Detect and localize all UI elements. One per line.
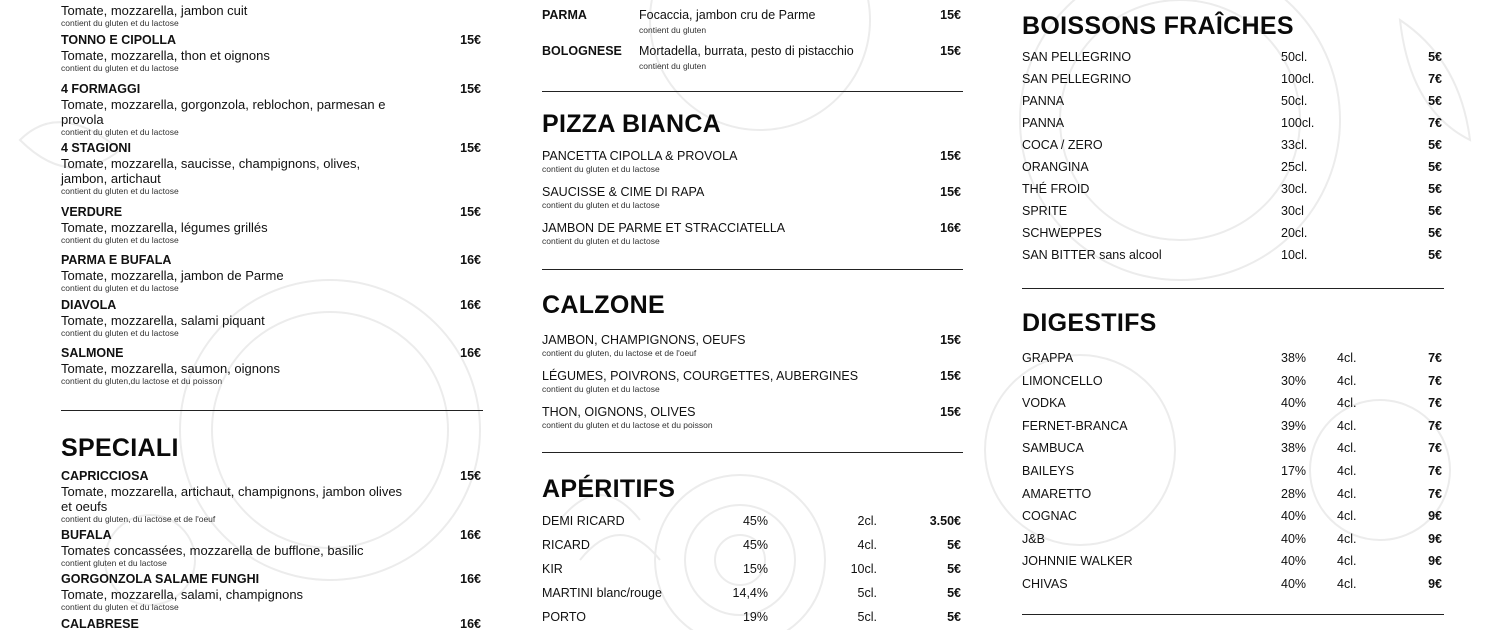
item-price: 15€ bbox=[940, 333, 961, 347]
drink-name: PORTO bbox=[542, 610, 586, 624]
drink-name: PANNA bbox=[1022, 116, 1065, 130]
drink-price: 5€ bbox=[1428, 50, 1442, 64]
drink-name: BAILEYS bbox=[1022, 463, 1075, 478]
drink-volume: 100cl. bbox=[1281, 72, 1315, 86]
drink-name: SAN PELLEGRINO bbox=[1022, 72, 1132, 86]
pizza-allergens: contient du gluten et du lactose bbox=[61, 283, 179, 293]
item-allergens: contient du gluten, du lactose et de l'oeuf bbox=[542, 348, 697, 358]
item-allergens: contient du gluten bbox=[639, 61, 707, 71]
item-price: 15€ bbox=[940, 185, 961, 199]
pizza-price: 15€ bbox=[460, 82, 481, 96]
drink-volume: 4cl. bbox=[1337, 576, 1357, 591]
drink-volume: 5cl. bbox=[857, 586, 877, 600]
pizza-item bbox=[61, 298, 483, 338]
boisson-row bbox=[1022, 160, 1444, 182]
section-divider bbox=[1022, 614, 1444, 615]
pizza-item bbox=[61, 82, 483, 137]
drink-name: ORANGINA bbox=[1022, 160, 1089, 174]
drink-name: LIMONCELLO bbox=[1022, 373, 1103, 388]
drink-abv: 28% bbox=[1281, 486, 1307, 501]
pizza-description: Tomate, mozzarella, salami, champignons bbox=[61, 587, 304, 602]
boisson-row bbox=[1022, 50, 1444, 72]
speciali-item bbox=[61, 572, 483, 612]
drink-abv: 45% bbox=[742, 514, 768, 528]
drink-volume: 25cl. bbox=[1281, 160, 1308, 174]
item-description: Mortadella, burrata, pesto di pistacchio bbox=[639, 44, 854, 58]
digestif-row bbox=[1022, 554, 1444, 577]
drink-abv: 40% bbox=[1281, 576, 1307, 591]
drink-name: THÉ FROID bbox=[1022, 182, 1090, 196]
pizza-name: SALMONE bbox=[61, 346, 124, 360]
section-title-speciali: SPECIALI bbox=[61, 434, 179, 462]
pizza-description: Tomate, mozzarella, jambon de Parme bbox=[61, 268, 284, 283]
pizza-item bbox=[61, 33, 483, 73]
pizza-price: 16€ bbox=[460, 572, 481, 586]
digestif-row bbox=[1022, 351, 1444, 374]
drink-name: COCA / ZERO bbox=[1022, 138, 1103, 152]
boisson-row bbox=[1022, 138, 1444, 160]
pizza-name: VERDURE bbox=[61, 205, 123, 219]
pizza-price: 16€ bbox=[460, 346, 481, 360]
drink-name: CHIVAS bbox=[1022, 576, 1068, 591]
pizza-allergens: contient du gluten et du lactose bbox=[61, 127, 179, 137]
drink-name: FERNET-BRANCA bbox=[1022, 418, 1128, 433]
pizza-description: Tomate, mozzarella, thon et oignons bbox=[61, 48, 270, 63]
aperitif-row bbox=[542, 610, 963, 632]
section-divider bbox=[61, 410, 483, 411]
pizza-price: 15€ bbox=[460, 205, 481, 219]
pizza-name: BUFALA bbox=[61, 528, 112, 542]
item-name: PANCETTA CIPOLLA & PROVOLA bbox=[542, 149, 738, 163]
drink-price: 5€ bbox=[947, 610, 961, 624]
boisson-row bbox=[1022, 226, 1444, 248]
pizza-name: CAPRICCIOSA bbox=[61, 469, 149, 483]
pizza-allergens: contient du gluten et du lactose bbox=[61, 602, 179, 612]
drink-name: SAN PELLEGRINO bbox=[1022, 50, 1132, 64]
item-allergens: contient du gluten et du lactose et du poisson bbox=[542, 420, 713, 430]
drink-volume: 2cl. bbox=[857, 514, 877, 528]
digestif-row bbox=[1022, 532, 1444, 555]
pizza-description: Tomate, mozzarella, salami piquant bbox=[61, 313, 265, 328]
item-price: 15€ bbox=[940, 44, 961, 58]
digestif-row bbox=[1022, 374, 1444, 397]
digestif-row bbox=[1022, 441, 1444, 464]
item-price: 15€ bbox=[940, 369, 961, 383]
drink-name: KIR bbox=[542, 562, 563, 576]
drink-price: 5€ bbox=[1428, 138, 1442, 152]
drink-volume: 20cl. bbox=[1281, 226, 1308, 240]
pizza-price: 15€ bbox=[460, 33, 481, 47]
drink-volume: 4cl. bbox=[1337, 441, 1357, 456]
pizza-name: CALABRESE bbox=[61, 617, 139, 631]
pizza-price: 15€ bbox=[460, 141, 481, 155]
drink-price: 5€ bbox=[947, 586, 961, 600]
boisson-row bbox=[1022, 182, 1444, 204]
section-divider bbox=[1022, 288, 1444, 289]
drink-volume: 4cl. bbox=[1337, 554, 1357, 569]
digestif-row bbox=[1022, 396, 1444, 419]
drink-price: 7€ bbox=[1428, 351, 1442, 365]
calzone-item bbox=[542, 369, 963, 394]
drink-price: 5€ bbox=[1428, 248, 1442, 262]
drink-price: 7€ bbox=[1428, 373, 1442, 388]
drink-volume: 30cl bbox=[1281, 204, 1304, 218]
drink-price: 7€ bbox=[1428, 441, 1442, 456]
item-price: 15€ bbox=[940, 149, 961, 163]
drink-volume: 5cl. bbox=[857, 610, 877, 624]
speciali-item bbox=[61, 528, 483, 568]
drink-price: 5€ bbox=[947, 538, 961, 552]
digestif-row bbox=[1022, 464, 1444, 487]
drink-price: 5€ bbox=[947, 562, 961, 576]
pizza-description: Tomate, mozzarella, saumon, oignons bbox=[61, 361, 280, 376]
drink-price: 7€ bbox=[1428, 418, 1442, 433]
drink-abv: 40% bbox=[1281, 554, 1307, 569]
drink-volume: 4cl. bbox=[1337, 509, 1357, 524]
drink-volume: 4cl. bbox=[1337, 351, 1357, 365]
digestif-row bbox=[1022, 509, 1444, 532]
section-divider bbox=[542, 269, 963, 270]
drink-price: 5€ bbox=[1428, 226, 1442, 240]
item-name: SAUCISSE & CIME DI RAPA bbox=[542, 185, 705, 199]
bianca-item bbox=[542, 149, 963, 174]
drink-volume: 4cl. bbox=[1337, 463, 1357, 478]
pizza-name: TONNO E CIPOLLA bbox=[61, 33, 177, 47]
drink-abv: 17% bbox=[1281, 463, 1307, 478]
drink-name: GRAPPA bbox=[1022, 351, 1074, 365]
drink-volume: 30cl. bbox=[1281, 182, 1308, 196]
section-title-aperitifs: APÉRITIFS bbox=[542, 475, 676, 503]
pizza-price: 16€ bbox=[460, 298, 481, 312]
pizza-allergens: contient du gluten et du lactose bbox=[61, 235, 179, 245]
pizza-description: Tomate, mozzarella, artichaut, champignons, jambon olives et oeufs bbox=[61, 484, 403, 514]
item-name: BOLOGNESE bbox=[542, 44, 622, 58]
drink-price: 9€ bbox=[1428, 554, 1442, 569]
pizza-price: 16€ bbox=[460, 617, 481, 631]
digestif-row bbox=[1022, 577, 1444, 600]
drink-abv: 19% bbox=[742, 610, 768, 624]
boisson-row bbox=[1022, 94, 1444, 116]
drink-name: SAMBUCA bbox=[1022, 441, 1084, 456]
calzone-item bbox=[542, 333, 963, 358]
drink-name: SPRITE bbox=[1022, 204, 1068, 218]
speciali-item bbox=[61, 469, 483, 524]
drink-volume: 50cl. bbox=[1281, 50, 1308, 64]
drink-name: J&B bbox=[1022, 531, 1045, 546]
drink-price: 3.50€ bbox=[929, 514, 961, 528]
pizza-description: Tomates concassées, mozzarella de bufflone, basilic bbox=[61, 543, 364, 558]
pizza-item bbox=[61, 141, 483, 196]
bianca-item bbox=[542, 185, 963, 210]
aperitif-row bbox=[542, 538, 963, 560]
drink-abv: 40% bbox=[1281, 531, 1307, 546]
pizza-description: Tomate, mozzarella, saucisse, champignons, olives, jambon, artichaut bbox=[61, 156, 361, 186]
drink-volume: 4cl. bbox=[1337, 373, 1357, 388]
pizza-name: GORGONZOLA SALAME FUNGHI bbox=[61, 572, 260, 586]
pizza-item bbox=[61, 253, 483, 293]
drink-price: 7€ bbox=[1428, 116, 1442, 130]
drink-volume: 10cl. bbox=[1281, 248, 1308, 262]
special-focaccia-item bbox=[542, 44, 963, 71]
item-allergens: contient du gluten et du lactose bbox=[542, 384, 660, 394]
section-title-calzone: CALZONE bbox=[542, 291, 665, 319]
drink-name: SAN BITTER sans alcool bbox=[1022, 248, 1162, 262]
section-title-digestifs: DIGESTIFS bbox=[1022, 309, 1157, 337]
drink-name: RICARD bbox=[542, 538, 590, 552]
drink-abv: 38% bbox=[1281, 351, 1307, 365]
drink-price: 5€ bbox=[1428, 94, 1442, 108]
boisson-row bbox=[1022, 116, 1444, 138]
boisson-row bbox=[1022, 72, 1444, 94]
aperitif-row bbox=[542, 562, 963, 584]
pizza-allergens: contient du gluten et du lactose bbox=[61, 186, 179, 196]
bianca-item bbox=[542, 221, 963, 246]
pizza-name: 4 FORMAGGI bbox=[61, 82, 141, 96]
pizza-name: PARMA E BUFALA bbox=[61, 253, 172, 267]
item-allergens: contient du gluten et du lactose bbox=[542, 236, 660, 246]
item-allergens: contient du gluten bbox=[639, 25, 707, 35]
section-title-boissons: BOISSONS FRAÎCHES bbox=[1022, 12, 1294, 40]
drink-price: 5€ bbox=[1428, 204, 1442, 218]
drink-name: MARTINI blanc/rouge bbox=[542, 586, 662, 600]
item-price: 15€ bbox=[940, 405, 961, 419]
drink-name: DEMI RICARD bbox=[542, 514, 625, 528]
pizza-description: Tomate, mozzarella, gorgonzola, reblochon, parmesan e provola bbox=[61, 97, 386, 127]
drink-abv: 30% bbox=[1281, 373, 1307, 388]
drink-abv: 45% bbox=[742, 538, 768, 552]
section-divider bbox=[542, 91, 963, 92]
drink-abv: 39% bbox=[1281, 418, 1307, 433]
drink-price: 5€ bbox=[1428, 160, 1442, 174]
drink-abv: 38% bbox=[1281, 441, 1307, 456]
pizza-allergens: contient gluten et du lactose bbox=[61, 558, 167, 568]
pizza-allergens: contient du gluten, du lactose et de l'oeuf bbox=[61, 514, 216, 524]
drink-price: 9€ bbox=[1428, 509, 1442, 524]
drink-volume: 4cl. bbox=[1337, 486, 1357, 501]
pizza-item bbox=[61, 205, 483, 245]
item-name: THON, OIGNONS, OLIVES bbox=[542, 405, 696, 419]
item-description: Focaccia, jambon cru de Parme bbox=[639, 8, 816, 22]
pizza-allergens: contient du gluten et du lactose bbox=[61, 18, 179, 28]
drink-abv: 40% bbox=[1281, 509, 1307, 524]
boisson-row bbox=[1022, 204, 1444, 226]
boisson-row bbox=[1022, 248, 1444, 270]
aperitif-row bbox=[542, 514, 963, 536]
drink-volume: 100cl. bbox=[1281, 116, 1315, 130]
digestif-row bbox=[1022, 487, 1444, 510]
pizza-item bbox=[61, 3, 483, 28]
drink-volume: 4cl. bbox=[1337, 531, 1357, 546]
item-name: JAMBON, CHAMPIGNONS, OEUFS bbox=[542, 333, 746, 347]
drink-name: AMARETTO bbox=[1022, 486, 1092, 501]
pizza-price: 16€ bbox=[460, 528, 481, 542]
item-price: 16€ bbox=[940, 221, 961, 235]
item-name: JAMBON DE PARME ET STRACCIATELLA bbox=[542, 221, 786, 235]
pizza-name: 4 STAGIONI bbox=[61, 141, 131, 155]
section-divider bbox=[542, 452, 963, 453]
pizza-name: DIAVOLA bbox=[61, 298, 117, 312]
drink-name: PANNA bbox=[1022, 94, 1065, 108]
pizza-item bbox=[61, 346, 483, 386]
pizza-description: Tomate, mozzarella, jambon cuit bbox=[61, 3, 248, 18]
digestifs-list bbox=[1022, 351, 1444, 600]
drink-volume: 4cl. bbox=[1337, 396, 1357, 411]
drink-name: SCHWEPPES bbox=[1022, 226, 1102, 240]
pizza-price: 15€ bbox=[460, 469, 481, 483]
item-name: LÉGUMES, POIVRONS, COURGETTES, AUBERGINES bbox=[542, 369, 859, 383]
drink-name: COGNAC bbox=[1022, 509, 1077, 524]
drink-price: 9€ bbox=[1428, 576, 1442, 591]
boissons-list bbox=[1022, 50, 1444, 270]
drink-price: 5€ bbox=[1428, 182, 1442, 196]
digestif-row bbox=[1022, 419, 1444, 442]
drink-price: 7€ bbox=[1428, 486, 1442, 501]
item-allergens: contient du gluten et du lactose bbox=[542, 200, 660, 210]
pizza-allergens: contient du gluten,du lactose et du poisson bbox=[61, 376, 223, 386]
pizza-allergens: contient du gluten et du lactose bbox=[61, 328, 179, 338]
drink-name: JOHNNIE WALKER bbox=[1022, 554, 1133, 569]
pizza-price: 16€ bbox=[460, 253, 481, 267]
drink-volume: 10cl. bbox=[850, 562, 877, 576]
aperitif-row bbox=[542, 586, 963, 608]
drink-abv: 40% bbox=[1281, 396, 1307, 411]
drink-volume: 33cl. bbox=[1281, 138, 1308, 152]
calzone-item bbox=[542, 405, 963, 430]
pizza-description: Tomate, mozzarella, légumes grillés bbox=[61, 220, 268, 235]
drink-abv: 15% bbox=[742, 562, 768, 576]
drink-name: VODKA bbox=[1022, 396, 1066, 411]
drink-price: 7€ bbox=[1428, 72, 1442, 86]
section-title-pizza-bianca: PIZZA BIANCA bbox=[542, 110, 722, 138]
drink-volume: 50cl. bbox=[1281, 94, 1308, 108]
pizza-allergens: contient du gluten et du lactose bbox=[61, 63, 179, 73]
drink-volume: 4cl. bbox=[857, 538, 877, 552]
drink-volume: 4cl. bbox=[1337, 418, 1357, 433]
drink-price: 9€ bbox=[1428, 531, 1442, 546]
item-allergens: contient du gluten et du lactose bbox=[542, 164, 660, 174]
special-focaccia-item bbox=[542, 8, 963, 35]
drink-price: 7€ bbox=[1428, 396, 1442, 411]
drink-abv: 14,4% bbox=[732, 586, 768, 600]
item-name: PARMA bbox=[542, 8, 587, 22]
drink-price: 7€ bbox=[1428, 463, 1442, 478]
item-price: 15€ bbox=[940, 8, 961, 22]
